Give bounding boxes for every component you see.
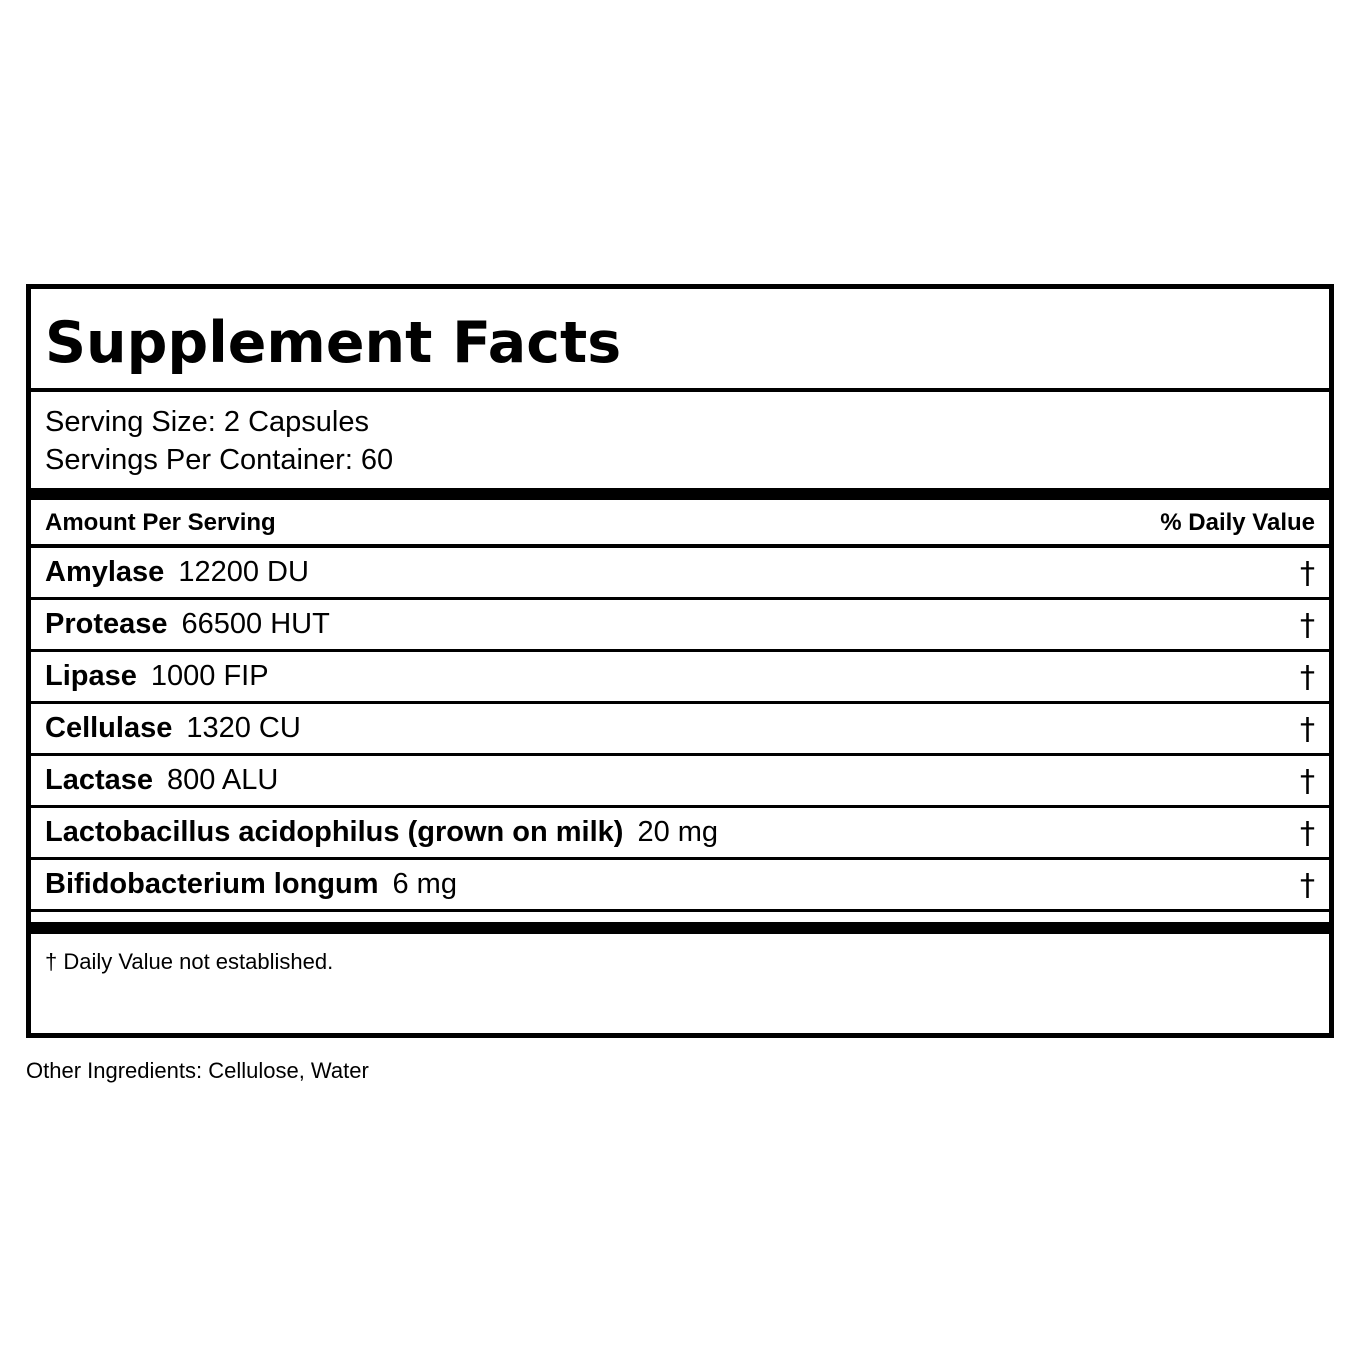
serving-size: Serving Size: 2 Capsules [45,406,369,438]
ingredient-entry [45,866,457,902]
ingredient-name: Amylase [45,556,165,588]
ingredient-name: Cellulase [45,712,173,744]
serving-info-section [31,392,1329,500]
ingredient-row [31,808,1329,860]
ingredient-amount: 800 ALU [167,764,279,796]
ingredient-row [31,860,1329,912]
column-header-row [31,500,1329,548]
section-divider [31,922,1329,934]
ingredient-entry [45,762,278,798]
daily-value-dagger: † [1300,556,1315,591]
ingredient-entry [45,710,301,746]
title-section [31,289,1329,392]
ingredient-row [31,652,1329,704]
ingredient-entry [45,658,269,694]
ingredient-row [31,548,1329,600]
daily-value-dagger: † [1300,868,1315,903]
other-ingredients: Other Ingredients: Cellulose, Water [26,1058,369,1083]
ingredient-amount: 1000 FIP [150,660,269,692]
daily-value-dagger: † [1300,712,1315,747]
ingredient-amount: 20 mg [637,816,719,848]
ingredient-entry [45,554,309,590]
ingredient-name: Lactase [45,764,154,796]
ingredient-row [31,756,1329,808]
daily-value-footnote: † Daily Value not established. [45,949,334,974]
ingredient-name: Bifidobacterium longum [45,868,379,900]
ingredient-row [31,704,1329,756]
daily-value-dagger: † [1300,660,1315,695]
supplement-facts-panel [26,284,1334,1038]
ingredient-name: Protease [45,608,168,640]
ingredient-list [31,548,1329,912]
ingredient-amount: 1320 CU [186,712,301,744]
daily-value-header: % Daily Value [1160,509,1315,536]
daily-value-dagger: † [1300,764,1315,799]
panel-title: Supplement Facts [45,310,622,376]
ingredient-amount: 6 mg [392,868,457,900]
ingredient-entry [45,606,330,642]
ingredient-amount: 12200 DU [178,556,309,588]
ingredient-entry [45,814,718,850]
ingredient-row [31,600,1329,652]
daily-value-dagger: † [1300,608,1315,643]
servings-per-container: Servings Per Container: 60 [45,444,394,476]
ingredient-amount: 66500 HUT [181,608,330,640]
amount-per-serving-header: Amount Per Serving [45,509,276,536]
ingredient-name: Lipase [45,660,137,692]
daily-value-dagger: † [1300,816,1315,851]
ingredient-name: Lactobacillus acidophilus (grown on milk) [45,816,624,848]
